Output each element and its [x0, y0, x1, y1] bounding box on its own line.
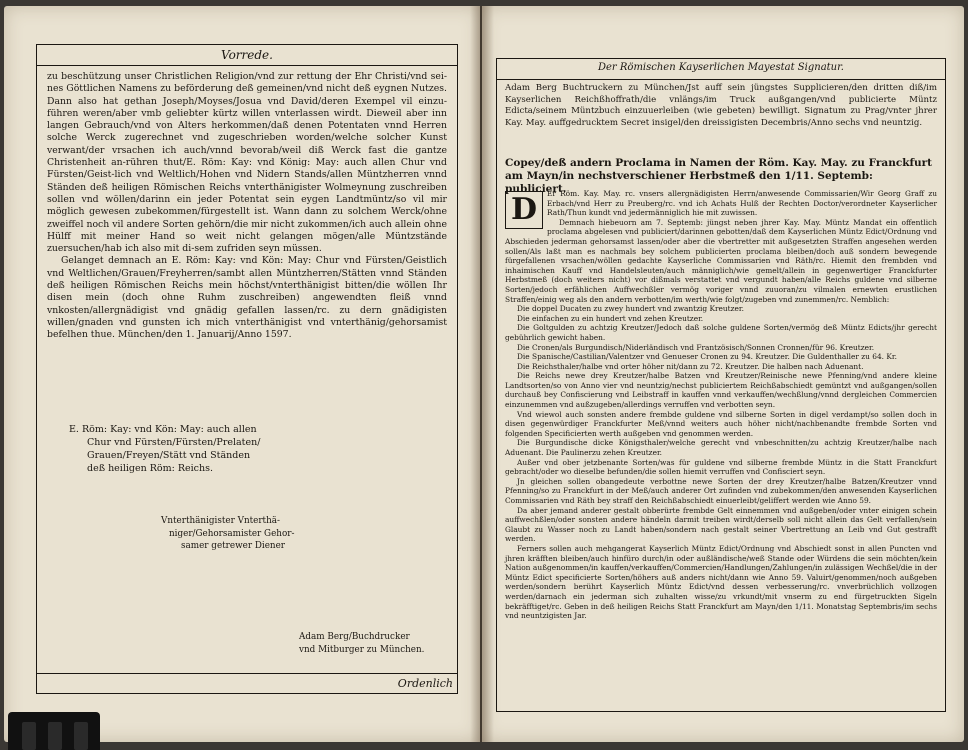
clip-slot [74, 722, 88, 750]
rate-line: Die einfachen zu ein hundert vnd zehen Kreutzer. [517, 313, 704, 323]
intro-paragraph: Er Röm. Kay. May. rc. vnsers allergnädigisten Herrn/anwesende Commissarien/Wir Georg Graff zu Erbach/vnd Herr zu Preuberg/rc. vnd ich Achats Hulß der Rechten Doctor/verordneter Kayserlicher Rath/Thun kundt vnd jedermänniglich hie mit zuwissen. [547, 189, 937, 218]
preface-text [47, 71, 447, 342]
dedication-address [69, 423, 349, 475]
rate-line: Jn gleichen sollen obangedeute verbottne newe Sorten der drey Kreutzer/halbe Batzen/Kreutzer vnnd Pfenning/so zu Franckfurt in der Meß/auch anderer Ort zufinden vnd zubekommen/den anwesenden Kayserlichen Commissarien vnd Räth bey straff den Reichßabschiedt einuerleibt/geliffert werden wie Anno 59. [505, 476, 937, 505]
left-page-frame [36, 44, 458, 694]
rate-line: Außer vnd ober jetzbenante Sorten/was für guldene vnd silberne frembde Müntz in die Statt Franckfurt gebracht/oder wo dieselbe befunden/die sollen hiemit verruffen vnd Confisciert seyn. [505, 457, 937, 477]
address-line: Chur vnd Fürsten/Fürsten/Prelaten/ [87, 437, 261, 448]
proclama-title: Copey/deß andern Proclama in Namen der Röm. Kay. May. zu Franckfurt am Mayn/in nechstverschiener Herbstmeß den 1/11. Septemb: publiciert. [505, 157, 933, 195]
closing-line: samer getrewer Diener [181, 541, 285, 551]
body-paragraph: Demnach hiebeuorn am 7. Septemb: jüngst neben jhrer Kay. May. Müntz Mandat ein offentlich proclama abgelesen vnd publiciert/darinnen gebotten/daß dem Kayserlichen Müntz Edict/Ordnung vnd Abschieden jederman gehorsamst lassen/oder aber die vbertretter mit außgesetzten Straffen angesehen werden sollen/Als laßt man es nachmals bey solchem publicierten proclama bleiben/doch auß sondern bewegende fürgefallenen vrsachen/wöllen gedachte Kayserliche Commissarien vnd Räth/rc. Hiemit den frembden vnd inhaimischen Kauff vnd Handelsleuten/auch männiglich/wie gemelt/allein in gegenwertiger Franckfurter Herbstmeß (doch weiters nicht) vor dißmals verstattet vnd vergundt haben/alle Reichs guldene vnd silberne Sorten/jedoch erfählichen Auffwechßler vermög voriger vnnd zuuoran/zu vilmalen ernewten erustlichen Straffen/einig weg als den andern verbotten/im werth/wie folgt/zugeben vnd zunemmen/rc. Nemblich: [505, 217, 937, 304]
rate-line: Die Burgundische dicke Königsthaler/welche gerecht vnd vnbeschnitten/zu achtzig Kreutzer/halbe nach Aduenant. Die Paulinerzu zehen Kreutzer. [505, 438, 937, 458]
rate-line: Vnd wiewol auch sonsten andere frembde guldene vnd silberne Sorten in digel verdampt/so sollen doch in disen gegenwürdiger Franckfurter Meß/vnnd weiters auch höher nicht/nachbenandte frembde Sorten vnd folgenden Specificierten werth außgeben vnd genommen werden. [505, 409, 937, 438]
right-page-frame [496, 58, 946, 712]
clip-slot [48, 722, 62, 750]
left-page [4, 6, 480, 742]
rate-line: Die Reichsthaler/halbe vnd orter höher nit/dann zu 72. Kreutzer. Die halben nach Aduenant. [517, 361, 864, 371]
signature-line: Adam Berg/Buchdrucker [299, 632, 410, 642]
footer-rule [37, 673, 457, 674]
page-clip [8, 712, 100, 750]
signature-block [299, 631, 459, 657]
header-rule [37, 65, 457, 66]
rate-line: Die Reichs newe drey Kreutzer/halbe Batzen vnd Kreutzer/Reinische newe Pfenning/vnd andere kleine Landtsorten/so von Anno vier vnd neuntzig/nechst publiciertem Reichßabschiedt gemüntzt vnd außgangen/sollen durchauß bey Confiscierung vnd Leibstraff in kauffen vnnd verkauffen/wechßlung/vnnd dergleichen Commercien einzunemmen vnd außzugeben/allerdings verruffen vnd verbotten seyn. [505, 371, 937, 410]
rate-line: Da aber jemand anderer gestalt obberürte frembde Gelt einnemmen vnd außgeben/oder vnter einigen schein auffwechßlen/oder sonsten andere händeln darmit treiben wirdt/derselb soll nicht allein das Gelt verfallen/sein Glaubt zu Wasser noch zu Landt haben/sondern nach gestalt seiner Vbertrettung an Leib vnd Gut gestrafft werden. [505, 505, 937, 544]
address-line: deß heiligen Röm: Reichs. [87, 463, 214, 474]
signature-line: vnd Mitburger zu München. [299, 645, 425, 655]
closing-line: Vnterthänigister Vnterthä- [161, 516, 280, 526]
closing-line: niger/Gehorsamister Gehor- [169, 528, 295, 539]
header-rule [497, 79, 945, 80]
preface-paragraph: zu beschützung unser Christlichen Religion/vnd zur rettung der Ehr Christi/vnd sei-nes Göttlichen Namens zu beförderung deß gemeinen/vnd nicht deß eygnen Nutzes. Dann also hat gethan Joseph/Moyses/Josua vnd David/deren Exempel vil einzu-führen weren/aber vmb geliebter kürtz willen vnterlassen wirdt. Dieweil aber inn langen Gebrauch/vnd von Alters herkommen/daß denen Potentaten vnnd Herren solche Werck zugerechnet vnd zugeschrieben worden/welche solcher Kunst verwant/der vrsachen ich auch/vnnd bevorab/weil diß Werck fast die gantze Christenheit an-rühren thut/E. Röm: Kay: vnd König: May: auch allen Chur vnd Fürsten/Geist-lich vnd Weltlich/Hohen vnd Nidern Stands/allen Müntzherren vnnd Ständen deß heiligen Römischen Reichs vnterthänigister Wolmeynung zuschreiben sollen vnd wöllen/darinn ein jeder Potentat sein eygen Landtmüntz/so vil mir möglich gewesen zubekommen/fürgestellt ist. Wann dann zu solchem Werck/ohne zweiffel noch vil andere Sorten gehörn/die mir nicht zukommen/ich auch allein ohne Hülff mit meiner Hand so weit nicht gelangen mögen/alle Müntzstände zuersuchen/hab ich also mit di-sem zufriden seyn müssen. [47, 71, 447, 255]
drop-cap: D [505, 191, 543, 229]
address-line: E. Röm: Kay: vnd Kön: May: auch allen [69, 424, 257, 435]
closing-formula [161, 515, 401, 553]
page-header: Vorrede. [221, 48, 273, 62]
page-header: Der Römischen Kayserlichen Mayestat Signatur. [598, 62, 844, 73]
rate-line: Die Spanische/Castilian/Valentzer vnd Genueser Cronen zu 94. Kreutzer. Die Guldenthaller zu 64. Kr. [517, 352, 897, 362]
address-line: Grauen/Freyen/Stätt vnd Ständen [87, 450, 251, 461]
rate-line: Die Goltgulden zu achtzig Kreutzer/Jedoch daß solche guldene Sorten/vermög deß Müntz Edicts/jhr gerecht gebührlich gewicht haben. [505, 323, 937, 342]
signatur-text: Adam Berg Buchtruckern zu München/Jst auff sein jüngstes Supplicieren/den dritten diß/im Kayserlichen Reichßhoffrath/die vnlängs/im Truck außgangen/vnd publicierte Müntz Edicta/seinem Müntzbuch einzuuerleiben (wie gebeten) bewilligt. Signatum zu Prag/vnter jhrer Kay. May. auffgedrucktem Secret insigel/den dreissigisten Decembris/Anno sechs vnd neuntzig. [505, 83, 937, 128]
right-page [482, 6, 964, 742]
preface-paragraph: Gelanget demnach an E. Röm: Kay: vnd Kön: May: Chur vnd Fürsten/Geistlich vnd Weltlichen/Grauen/Freyherren/sambt allen Müntzherren/Stätten vnnd Ständen deß heiligen Römischen Reichs mein höchst/vnterthänigist bitten/die wöllen Ihr disen mein (doch ohne Ruhm zuschreiben) angewendten fleiß vnnd vnkosten/allergnädigist vnd gnädig gefallen lassen/rc. zu dern gnädigisten willen/gnaden vnd gunsten ich mich vnterthänigist vnd vnterthänig/gehorsamist befelhen thue. München/den 1. Januarij/Anno 1597. [47, 255, 447, 341]
rate-line: Die doppel Ducaten zu zwey hundert vnd zwantzig Kreutzer. [517, 304, 744, 314]
clip-slot [22, 722, 36, 750]
rate-line: Die Cronen/als Burgundisch/Niderländisch vnd Frantzösisch/Sonnen Cronnen/für 96. Kreutzer. [517, 342, 875, 352]
proclama-text [505, 189, 937, 621]
rate-line: Ferners sollen auch mehgangerat Kayserlich Müntz Edict/Ordnung vnd Abschiedt sonst in allen Puncten vnd jhren kräfften bleiben/auch hinfüro durch/in oder außländische/weß Stande oder Würdens die sein möchten/kein Nation außgenommen/in kauffen/verkauffen/Commercien/Handlungen/Zahlungen/in zulässigen Wechßel/die in der Müntz Edict specificierte Sorten/höhers auß anders nicht/dann wie Anno 59. Valuirt/genommen/noch außgeben werden/sondern berührt Kayserlich Müntz Edict/vnd dessen verbesserung/rc. vnverbrüchlich vollzogen werden/darnach ein jederman sich zuhalten wisse/zu vrkundt/mit vnserm zu end fürgetruckten Sigeln bekräfftiget/rc. Geben in deß heiligen Reichs Statt Franckfurt am Mayn/den 1/11. Monatstag Septembris/im sechs vnd neuntzigisten Jar. [505, 543, 937, 621]
catchword: Ordenlich [397, 677, 453, 690]
book-gutter [470, 6, 494, 742]
